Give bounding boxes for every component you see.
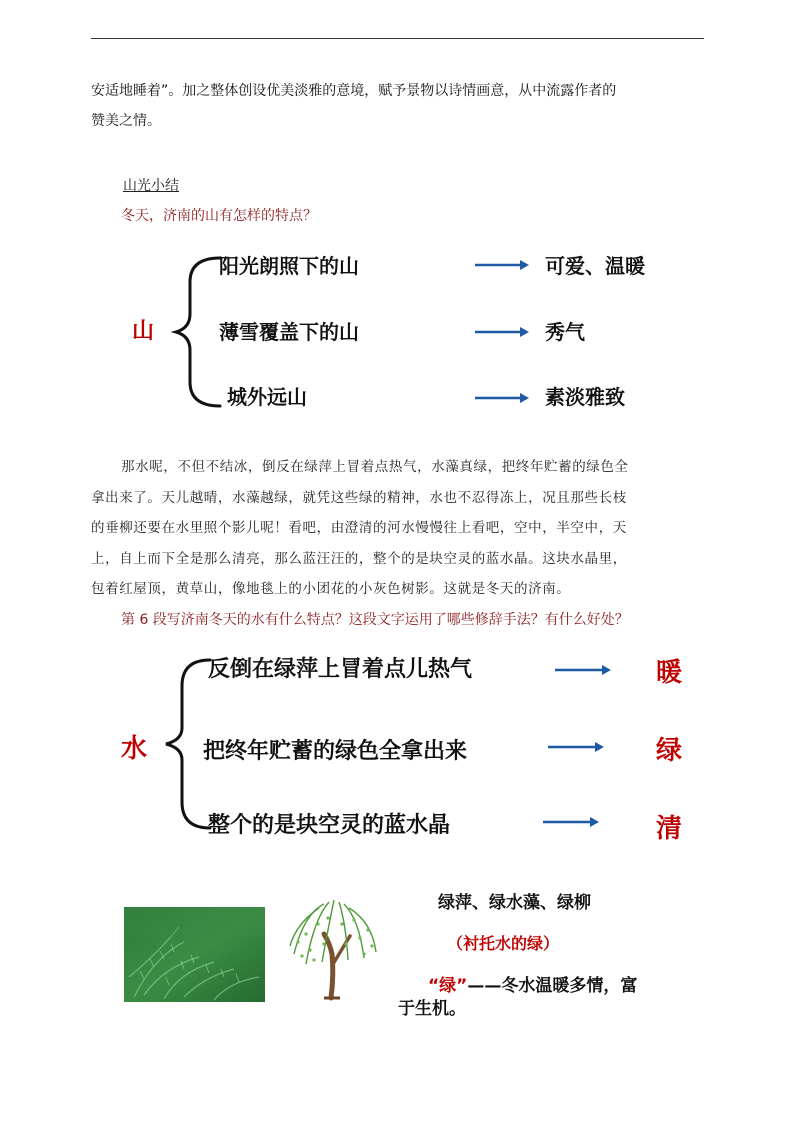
summary-line3 — [428, 971, 637, 996]
mountain-row-right: 秀气 — [545, 320, 585, 344]
willow-tree-image — [284, 894, 384, 1002]
water-line: 包着红屋顶，黄草山，像地毯上的小团花的小灰色树影。这就是冬天的济南。 — [91, 581, 571, 597]
water-row-left: 整个的是块空灵的蓝水晶 — [208, 813, 451, 838]
pond-plants-image — [124, 907, 265, 1002]
summary-line3-rest: ——冬水温暖多情，富 — [467, 976, 638, 996]
water-line: 那水呢，不但不结冰，倒反在绿萍上冒着点热气，水藻真绿，把终年贮蓄的绿色全 — [121, 459, 629, 475]
mountain-label: 山 — [132, 319, 155, 344]
arrow-right-icon — [543, 816, 600, 828]
arrow-right-icon — [475, 392, 530, 404]
question-mountain: 冬天，济南的山有怎样的特点？ — [121, 208, 317, 224]
summary-line1: 绿萍、绿水藻、绿柳 — [438, 893, 591, 913]
water-row-right: 绿 — [656, 736, 683, 766]
water-line: 的垂柳还要在水里照个影儿呢！看吧，由澄清的河水慢慢往上看吧，空中，半空中，天 — [91, 520, 627, 536]
arrow-right-icon — [555, 664, 612, 676]
water-line: 拿出来了。天儿越晴，水藻越绿，就凭这些绿的精神，水也不忍得冻上，况且那些长枝 — [91, 489, 627, 506]
arrow-right-icon — [548, 741, 605, 753]
mountain-row-left: 城外远山 — [227, 385, 307, 409]
mountain-row-right: 可爱、温暖 — [545, 254, 645, 278]
water-paragraph — [91, 452, 707, 605]
water-row-left: 把终年贮蓄的绿色全拿出来 — [203, 739, 468, 764]
summary-line2: （衬托水的绿） — [447, 934, 560, 953]
water-row-left: 反倒在绿萍上冒着点儿热气 — [208, 657, 473, 682]
water-label: 水 — [121, 734, 148, 764]
water-line: 上，自上而下全是那么清亮，那么蓝汪汪的，整个的是块空灵的蓝水晶。这块水晶里， — [91, 550, 627, 567]
header-rule — [91, 38, 704, 39]
intro-paragraph — [91, 76, 707, 136]
question-water: 第 6 段写济南冬天的水有什么特点？这段文字运用了哪些修辞手法？有什么好处？ — [121, 612, 629, 628]
section-title: 山光小结 — [123, 178, 179, 194]
arrow-right-icon — [475, 326, 530, 338]
summary-line4: 于生机。 — [398, 999, 466, 1019]
intro-line: 安适地睡着”。加之整体创设优美淡雅的意境，赋予景物以诗情画意，从中流露作者的 — [91, 83, 617, 99]
intro-line: 赞美之情。 — [91, 113, 161, 129]
mountain-row-left: 薄雪覆盖下的山 — [219, 320, 359, 344]
water-row-right: 清 — [656, 814, 683, 844]
mountain-row-left: 阳光朗照下的山 — [219, 254, 359, 278]
water-row-right: 暖 — [656, 658, 683, 688]
mountain-row-right: 素淡雅致 — [545, 385, 625, 409]
arrow-right-icon — [475, 259, 530, 271]
quote-word: “绿” — [428, 976, 468, 996]
